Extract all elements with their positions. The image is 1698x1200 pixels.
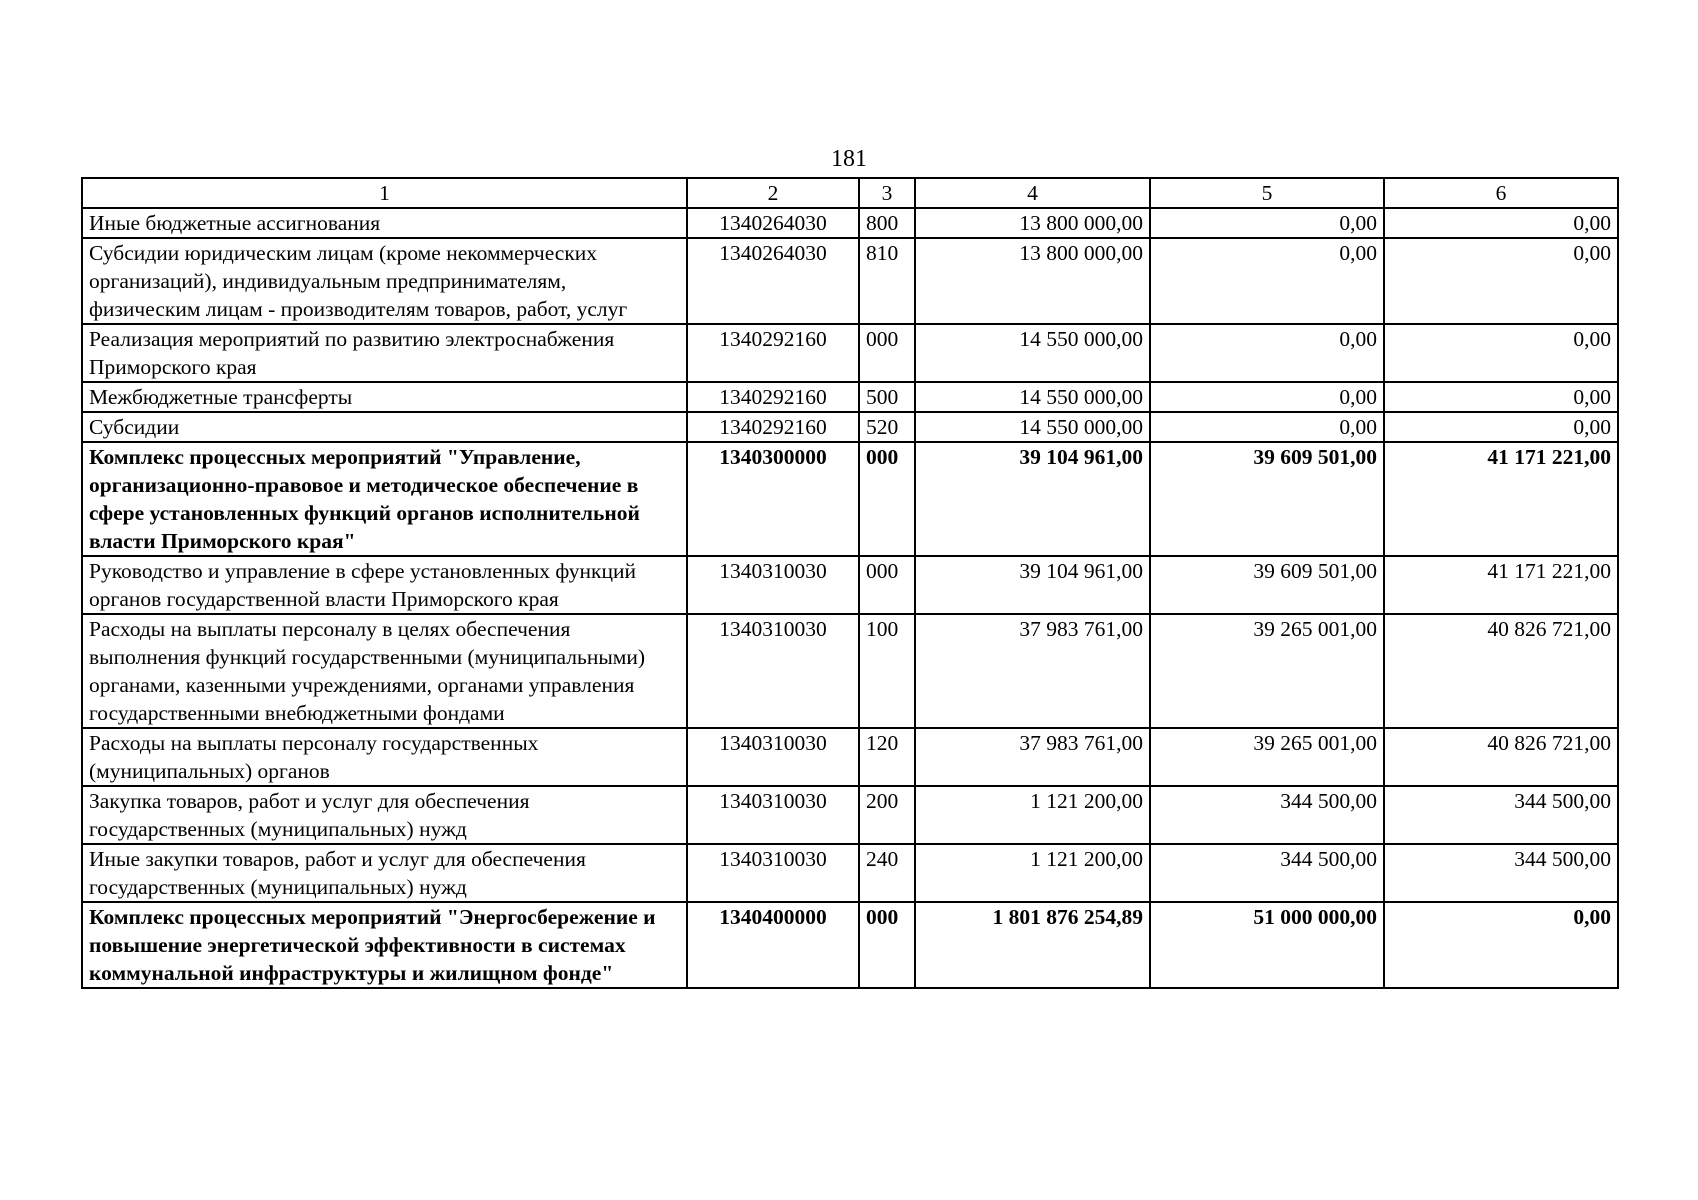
- table-row: [82, 786, 1618, 844]
- row-expense-type-cell: 100: [859, 614, 915, 728]
- row-expense-type-cell: 240: [859, 844, 915, 902]
- row-name-cell: Расходы на выплаты персоналу в целях обеспечения выполнения функций государственными (муниципальными) органами, казенными учреждениями, органами управления государственными внебюджетными фондами: [82, 614, 687, 728]
- row-value-col6-cell: 0,00: [1384, 324, 1618, 382]
- row-value-col5-cell: 344 500,00: [1150, 786, 1384, 844]
- row-value-col5-cell: 0,00: [1150, 208, 1384, 238]
- row-value-col6-cell: 40 826 721,00: [1384, 728, 1618, 786]
- row-code-cell: 1340300000: [687, 442, 859, 556]
- table-row: [82, 412, 1618, 442]
- row-value-col4-cell: 14 550 000,00: [915, 324, 1150, 382]
- budget-table: [81, 177, 1619, 989]
- row-name-cell: Закупка товаров, работ и услуг для обеспечения государственных (муниципальных) нужд: [82, 786, 687, 844]
- row-code-cell: 1340264030: [687, 238, 859, 324]
- row-name-cell: Комплекс процессных мероприятий "Энергосбережение и повышение энергетической эффективности в системах коммунальной инфраструктуры и жилищном фонде": [82, 902, 687, 988]
- row-value-col4-cell: 14 550 000,00: [915, 382, 1150, 412]
- table-row: [82, 844, 1618, 902]
- row-value-col5-cell: 39 265 001,00: [1150, 728, 1384, 786]
- row-code-cell: 1340310030: [687, 786, 859, 844]
- row-expense-type-cell: 120: [859, 728, 915, 786]
- table-row: [82, 208, 1618, 238]
- row-value-col5-cell: 39 609 501,00: [1150, 556, 1384, 614]
- row-name-cell: Комплекс процессных мероприятий "Управление, организационно-правовое и методическое обеспечение в сфере установленных функций органов исполнительной власти Приморского края": [82, 442, 687, 556]
- row-name-cell: Межбюджетные трансферты: [82, 382, 687, 412]
- row-code-cell: 1340310030: [687, 728, 859, 786]
- row-code-cell: 1340292160: [687, 324, 859, 382]
- row-value-col4-cell: 37 983 761,00: [915, 728, 1150, 786]
- header-row: [82, 178, 1618, 208]
- row-value-col4-cell: 14 550 000,00: [915, 412, 1150, 442]
- row-value-col4-cell: 1 801 876 254,89: [915, 902, 1150, 988]
- row-value-col6-cell: 344 500,00: [1384, 844, 1618, 902]
- row-name-cell: Иные закупки товаров, работ и услуг для обеспечения государственных (муниципальных) нужд: [82, 844, 687, 902]
- row-value-col6-cell: 40 826 721,00: [1384, 614, 1618, 728]
- row-value-col6-cell: 0,00: [1384, 208, 1618, 238]
- row-name-cell: Субсидии: [82, 412, 687, 442]
- row-code-cell: 1340292160: [687, 412, 859, 442]
- row-name-cell: Субсидии юридическим лицам (кроме некоммерческих организаций), индивидуальным предпринимателям, физическим лицам - производителям товаров, работ, услуг: [82, 238, 687, 324]
- table-row: [82, 238, 1618, 324]
- row-value-col5-cell: 0,00: [1150, 324, 1384, 382]
- row-code-cell: 1340310030: [687, 844, 859, 902]
- row-value-col6-cell: 0,00: [1384, 412, 1618, 442]
- row-expense-type-cell: 800: [859, 208, 915, 238]
- row-expense-type-cell: 000: [859, 902, 915, 988]
- header-cell: 4: [915, 178, 1150, 208]
- row-code-cell: 1340292160: [687, 382, 859, 412]
- row-value-col5-cell: 39 265 001,00: [1150, 614, 1384, 728]
- table-row: [82, 382, 1618, 412]
- row-expense-type-cell: 500: [859, 382, 915, 412]
- row-name-cell: Иные бюджетные ассигнования: [82, 208, 687, 238]
- table-row: [82, 442, 1618, 556]
- table-row: [82, 324, 1618, 382]
- table-row: [82, 614, 1618, 728]
- row-expense-type-cell: 200: [859, 786, 915, 844]
- row-code-cell: 1340400000: [687, 902, 859, 988]
- row-code-cell: 1340264030: [687, 208, 859, 238]
- row-value-col6-cell: 41 171 221,00: [1384, 442, 1618, 556]
- row-expense-type-cell: 000: [859, 324, 915, 382]
- table-row: [82, 556, 1618, 614]
- row-value-col5-cell: 0,00: [1150, 412, 1384, 442]
- header-cell: 6: [1384, 178, 1618, 208]
- row-value-col6-cell: 344 500,00: [1384, 786, 1618, 844]
- row-expense-type-cell: 810: [859, 238, 915, 324]
- row-value-col4-cell: 37 983 761,00: [915, 614, 1150, 728]
- header-cell: 5: [1150, 178, 1384, 208]
- row-value-col4-cell: 13 800 000,00: [915, 208, 1150, 238]
- row-value-col4-cell: 13 800 000,00: [915, 238, 1150, 324]
- row-value-col6-cell: 41 171 221,00: [1384, 556, 1618, 614]
- table-row: [82, 728, 1618, 786]
- header-cell: 1: [82, 178, 687, 208]
- row-value-col6-cell: 0,00: [1384, 902, 1618, 988]
- row-expense-type-cell: 000: [859, 442, 915, 556]
- row-value-col5-cell: 0,00: [1150, 238, 1384, 324]
- header-cell: 3: [859, 178, 915, 208]
- row-value-col6-cell: 0,00: [1384, 238, 1618, 324]
- row-value-col5-cell: 0,00: [1150, 382, 1384, 412]
- row-value-col5-cell: 39 609 501,00: [1150, 442, 1384, 556]
- row-value-col4-cell: 39 104 961,00: [915, 442, 1150, 556]
- row-value-col4-cell: 1 121 200,00: [915, 786, 1150, 844]
- row-name-cell: Руководство и управление в сфере установленных функций органов государственной власти Приморского края: [82, 556, 687, 614]
- row-name-cell: Реализация мероприятий по развитию электроснабжения Приморского края: [82, 324, 687, 382]
- page-number: 181: [831, 146, 867, 172]
- row-value-col4-cell: 1 121 200,00: [915, 844, 1150, 902]
- header-cell: 2: [687, 178, 859, 208]
- row-code-cell: 1340310030: [687, 556, 859, 614]
- row-value-col4-cell: 39 104 961,00: [915, 556, 1150, 614]
- row-value-col6-cell: 0,00: [1384, 382, 1618, 412]
- row-value-col5-cell: 51 000 000,00: [1150, 902, 1384, 988]
- row-expense-type-cell: 520: [859, 412, 915, 442]
- row-code-cell: 1340310030: [687, 614, 859, 728]
- row-value-col5-cell: 344 500,00: [1150, 844, 1384, 902]
- table-row: [82, 902, 1618, 988]
- row-expense-type-cell: 000: [859, 556, 915, 614]
- row-name-cell: Расходы на выплаты персоналу государственных (муниципальных) органов: [82, 728, 687, 786]
